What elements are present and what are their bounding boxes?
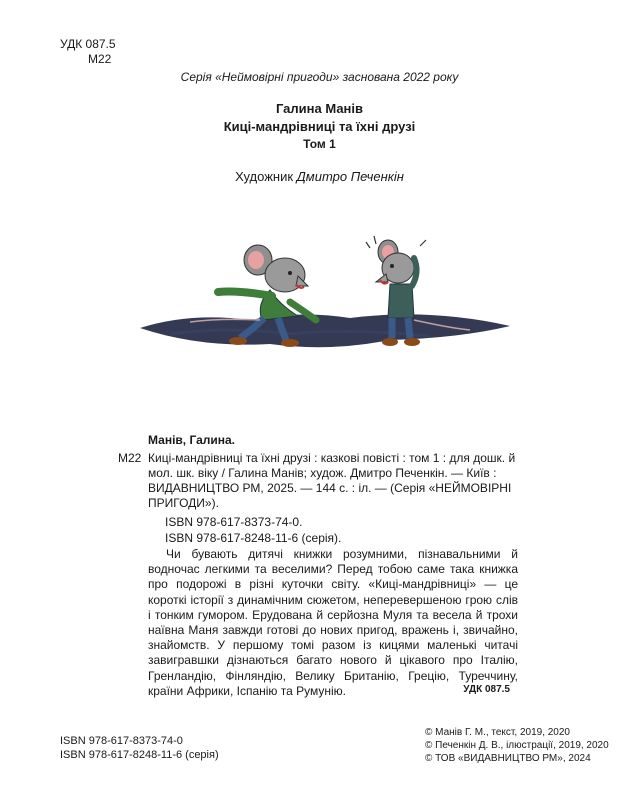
author-mark: М22 bbox=[88, 52, 112, 66]
udk-header bbox=[60, 37, 116, 67]
annotation-text: Чи бувають дитячі книжки розумними, пізнавальними й водночас легкими та веселими? Перед тобою саме така книжка про подорожі в різні куточки світу. «Киці-мандрівниці» — це короткі історії з динамічним сюжетом, неперевершеною грою слів і тонким гумором. Ерудована й серйозна Муля та весела й трохи наївна Маня завжди готові до нових пригод, вражень і, звичайно, знайомств. У першому томі разом із кицями маленькі читачі завигравшки дізнаються багато нового й цікавого про Італію, Гренландію, Фінляндію, Велику Британію, Грецію, Туреччину, країни Африки, Іспанію та Румунію. bbox=[148, 547, 518, 698]
copyright-block bbox=[425, 726, 609, 765]
bibliographic-code: М22 bbox=[118, 451, 142, 465]
isbn-series: ISBN 978-617-8248-11-6 (серія). bbox=[165, 531, 342, 545]
copyright-illustrations: © Печенкін Д. В., ілюстрації, 2019, 2020 bbox=[425, 740, 609, 751]
bibliographic-author-heading: Манів, Галина. bbox=[148, 433, 236, 447]
udk-bottom: УДК 087.5 bbox=[463, 684, 510, 695]
artist-name: Дмитро Печенкін bbox=[296, 169, 404, 184]
book-title: Киці-мандрівниці та їхні друзі bbox=[223, 119, 416, 134]
isbn-footer-series: ISBN 978-617-8248-11-6 (серія) bbox=[60, 749, 219, 761]
copyright-publisher: © ТОВ «ВИДАВНИЦТВО РМ», 2024 bbox=[425, 753, 591, 764]
isbn-footer-book: ISBN 978-617-8373-74-0 bbox=[60, 735, 183, 747]
artist-label: Художник bbox=[235, 169, 294, 184]
book-author: Галина Манів bbox=[275, 101, 364, 116]
bibliographic-description-text: Киці-мандрівниці та їхні друзі : казкові повісті : том 1 : для дошк. й мол. шк. віку / Галина Манів; худож. Дмитро Печенкін. — Київ : ВИДАВНИЦТВО РМ, 2025. — 144 с. : іл. — (Серія «НЕЙМОВІРНІ ПРИГОДИ»). bbox=[148, 451, 516, 510]
isbn-book: ISBN 978-617-8373-74-0. bbox=[165, 515, 303, 529]
copyright-text: © Манів Г. М., текст, 2019, 2020 bbox=[425, 727, 570, 738]
isbn-list bbox=[165, 514, 341, 546]
udk-code: УДК 087.5 bbox=[60, 37, 116, 51]
isbn-footer bbox=[60, 734, 219, 762]
artist-credit bbox=[0, 169, 639, 184]
book-volume: Том 1 bbox=[303, 137, 336, 151]
bibliographic-description bbox=[148, 451, 518, 511]
mice-illustration bbox=[130, 230, 520, 380]
series-note: Серія «Неймовірні пригоди» заснована 2022 року bbox=[180, 70, 459, 84]
